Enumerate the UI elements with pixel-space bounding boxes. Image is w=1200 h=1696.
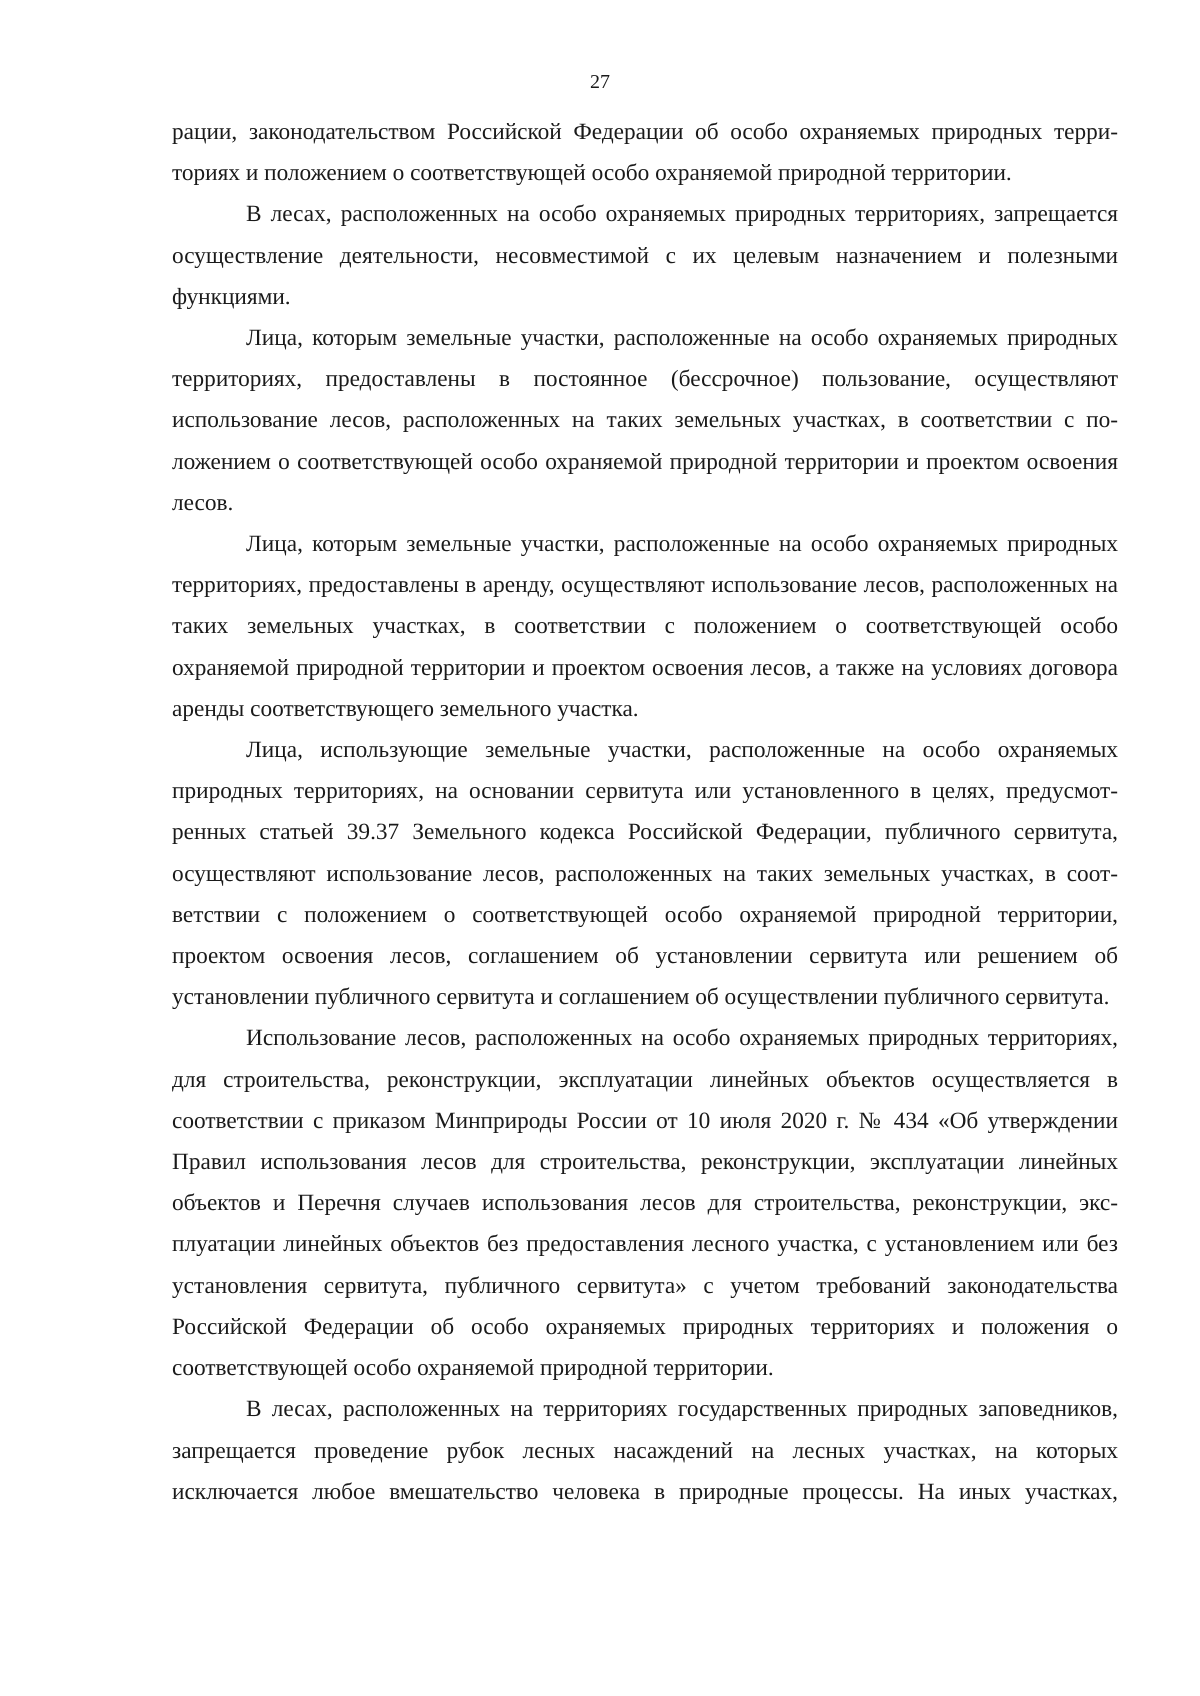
paragraph: Использование лесов, расположенных на особо охраняемых природных территориях, для строительства, реконструкции, эксплуатации линейных объектов осуществляется в соответствии с приказом Минприроды России от 10 июля 2020 г. № 434 «Об утверждении Правил использования лесов для строительства, реконструкции, эксплуатации линейных объектов и Перечня случаев использования лесов для строительства, реконструкции, эксплуатации линейных объектов без предоставления лесного участка, с установлением или без установления сервитута, публичного сервитута» с учетом требований законодательства Российской Федерации об особо охраняемых природных территориях и положения о соответствующей особо охраняемой природной территории. xyxy=(172,1025,1118,1382)
paragraph: Лица, которым земельные участки, расположенные на особо охраняемых природных территориях, предоставлены в аренду, осуществляют использование лесов, расположенных на таких земельных участках, в соответствии с положением о соответствующей особо охраняемой природной территории и проектом освоения лесов, а также на условиях договора аренды соответствующего земельного участка. xyxy=(172,531,1118,722)
paragraph: В лесах, расположенных на территориях государственных природных заповедников, запрещается проведение рубок лесных насаждений на лесных участках, на которых исключается любое вмешательство человека в природные процессы. На иных участках, xyxy=(172,1396,1118,1505)
page-number: 27 xyxy=(590,71,610,93)
paragraph: Лица, которым земельные участки, расположенные на особо охраняемых природных территориях, предоставлены в постоянное (бессрочное) пользование, осуществляют использование лесов, расположенных на таких земельных участках, в соответствии с положением о соответствующей особо охраняемой природной территории и проектом освоения лесов. xyxy=(172,325,1118,516)
paragraph: Лица, использующие земельные участки, расположенные на особо охраняемых природных территориях, на основании сервитута или установленного в целях, предусмотренных статьей 39.37 Земельного кодекса Российской Федерации, публичного сервитута, осуществляют использование лесов, расположенных на таких земельных участках, в соответствии с положением о соответствующей особо охраняемой природной территории, проектом освоения лесов, соглашением об установлении сервитута или решением об установлении публичного сервитута и соглашением об осуществлении публичного сервитута. xyxy=(172,737,1118,1011)
document-body xyxy=(172,112,1118,1513)
paragraph-continuation: рации, законодательством Российской Федерации об особо охраняемых природных территориях и положением о соответствующей особо охраняемой природной территории. xyxy=(172,119,1118,187)
paragraph: В лесах, расположенных на особо охраняемых природных территориях, запрещается осуществление деятельности, несовместимой с их целевым назначением и полезными функциями. xyxy=(172,201,1118,310)
